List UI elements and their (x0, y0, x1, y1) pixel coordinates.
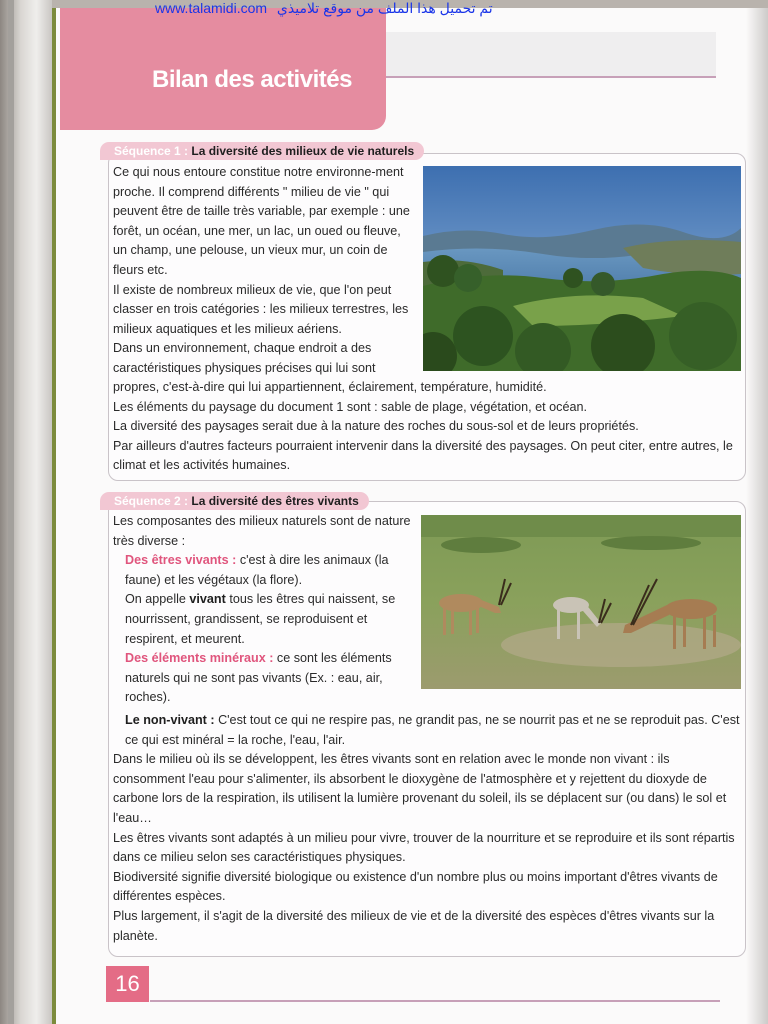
sequence-2-title: La diversité des êtres vivants (191, 494, 359, 508)
landscape-lake-photo (423, 166, 741, 371)
title-banner (60, 8, 386, 130)
spine-strip (8, 0, 14, 1024)
seq1-paragraph-6: Par ailleurs d'autres facteurs pourraient intervenir dans la diversité des paysages. On peut citer, entre autres, le climat et les activités humaines. (113, 438, 733, 473)
footer-divider (150, 1000, 720, 1002)
header-band (330, 32, 716, 78)
watermark-url[interactable]: www.talamidi.com (155, 0, 268, 16)
sequence-2-prefix: Séquence 2 : (114, 494, 189, 508)
page-number: 16 (106, 966, 149, 1002)
seq1-paragraph-1: Ce qui nous entoure constitue notre environne-ment proche. Il comprend différents " milieu de vie " qui peuvent être de taille très variable, par exemple : une forêt, un océan, une mer, un lac, un oued ou fleuve, un champ, une pelouse, un vieux mur, un coin de fleurs etc. (113, 165, 410, 277)
vivant-keyword: vivant (189, 592, 226, 607)
sequence-1-text-full (113, 378, 743, 476)
non-vivant-keyword: Le non-vivant : (125, 713, 215, 727)
seq2-vivant-definition (113, 590, 415, 649)
seq1-paragraph-3-end: propres, c'est-à-dire qui lui appartiennent, éclairement, température, humidité. (113, 380, 547, 394)
seq1-paragraph-4: Les éléments du paysage du document 1 sont : sable de plage, végétation, et océan. (113, 399, 587, 414)
bullet-1-text: c'est à dire les animaux (la faune) et les végétaux (la flore). (125, 553, 389, 587)
vivant-post: tous les êtres qui naissent, se nourrissent, grandissent, se reproduisent et respirent, et meurent. (125, 592, 396, 646)
seq1-paragraph-2: Il existe de nombreux milieux de vie, que l'on peut classer en trois catégories : les milieux terrestres, les milieux aquatiques et les milieux aériens. (113, 282, 409, 336)
gazelles-image (421, 515, 741, 689)
book-spine-edge (0, 0, 52, 1024)
bullet-2-text: ce sont les éléments naturels qui ne sont pas vivants (Ex. : eau, air, roches). (125, 651, 392, 705)
page-right-shadow (746, 8, 768, 1024)
seq2-paragraph-large: Plus largement, il s'agit de la diversité des milieux de vie et de la diversité des espèces d'êtres vivants sur la planète. (113, 908, 715, 943)
sequence-1-prefix: Séquence 1 : (114, 144, 189, 158)
seq2-paragraph-relation: Dans le milieu où ils se développent, les êtres vivants sont en relation avec le monde non vivant : ils consomment l'eau pour s'alimenter, ils absorbent le dioxygène de l'atmosphère et y rejettent du dioxyde de carbone lors de la respiration, ils utilisent la lumière provenant du soleil, ils se déplacent sur (ou dans) le sol et l'eau… (113, 752, 727, 825)
seq2-intro: Les composantes des milieux naturels sont de nature très diverse : (113, 514, 411, 548)
landscape-lake-image (423, 166, 741, 371)
bullet-2-label: Des éléments minéraux : (125, 651, 274, 666)
vivant-pre: On appelle (125, 592, 186, 607)
sequence-1-tag (100, 142, 424, 160)
seq2-paragraph-biodiversite: Biodiversité signifie diversité biologique ou existence d'un nombre plus ou moins important d'êtres vivants de différentes espèces. (113, 869, 718, 904)
seq1-paragraph-5: La diversité des paysages serait due à la nature des roches du sous-sol et de leurs propriétés. (113, 419, 639, 434)
seq2-bullet-2 (113, 649, 415, 708)
bullet-1-label: Des êtres vivants : (125, 553, 237, 568)
seq2-paragraph-adapt: Les êtres vivants sont adaptés à un milieu pour vivre, trouver de la nourriture et se reproduire et ils sont répartis dans ce milieu selon ses caractéristiques physiques. (113, 830, 735, 865)
sequence-2-text-column (113, 512, 415, 708)
seq2-bullet-1 (113, 551, 415, 590)
sequence-1-text-column (113, 163, 417, 379)
gazelles-photo (421, 515, 741, 689)
seq1-paragraph-3-start: Dans un environnement, chaque endroit a des caractéristiques physiques précises qui lui sont (113, 341, 376, 375)
sequence-1-title: La diversité des milieux de vie naturels (191, 144, 415, 158)
sequence-2-tag (100, 492, 369, 510)
watermark[interactable] (155, 0, 493, 17)
seq2-non-vivant (113, 711, 743, 750)
page-title: Bilan des activités (152, 66, 352, 93)
watermark-arabic-text: تم تحميل هذا الملف من موقع تلاميذي (276, 0, 493, 16)
sequence-2-text-full (113, 711, 743, 946)
non-vivant-text: C'est tout ce qui ne respire pas, ne grandit pas, ne se nourrit pas et ne se reproduit pas. C'est ce qui est minéral = la roche, l'eau, l'air. (125, 713, 740, 747)
